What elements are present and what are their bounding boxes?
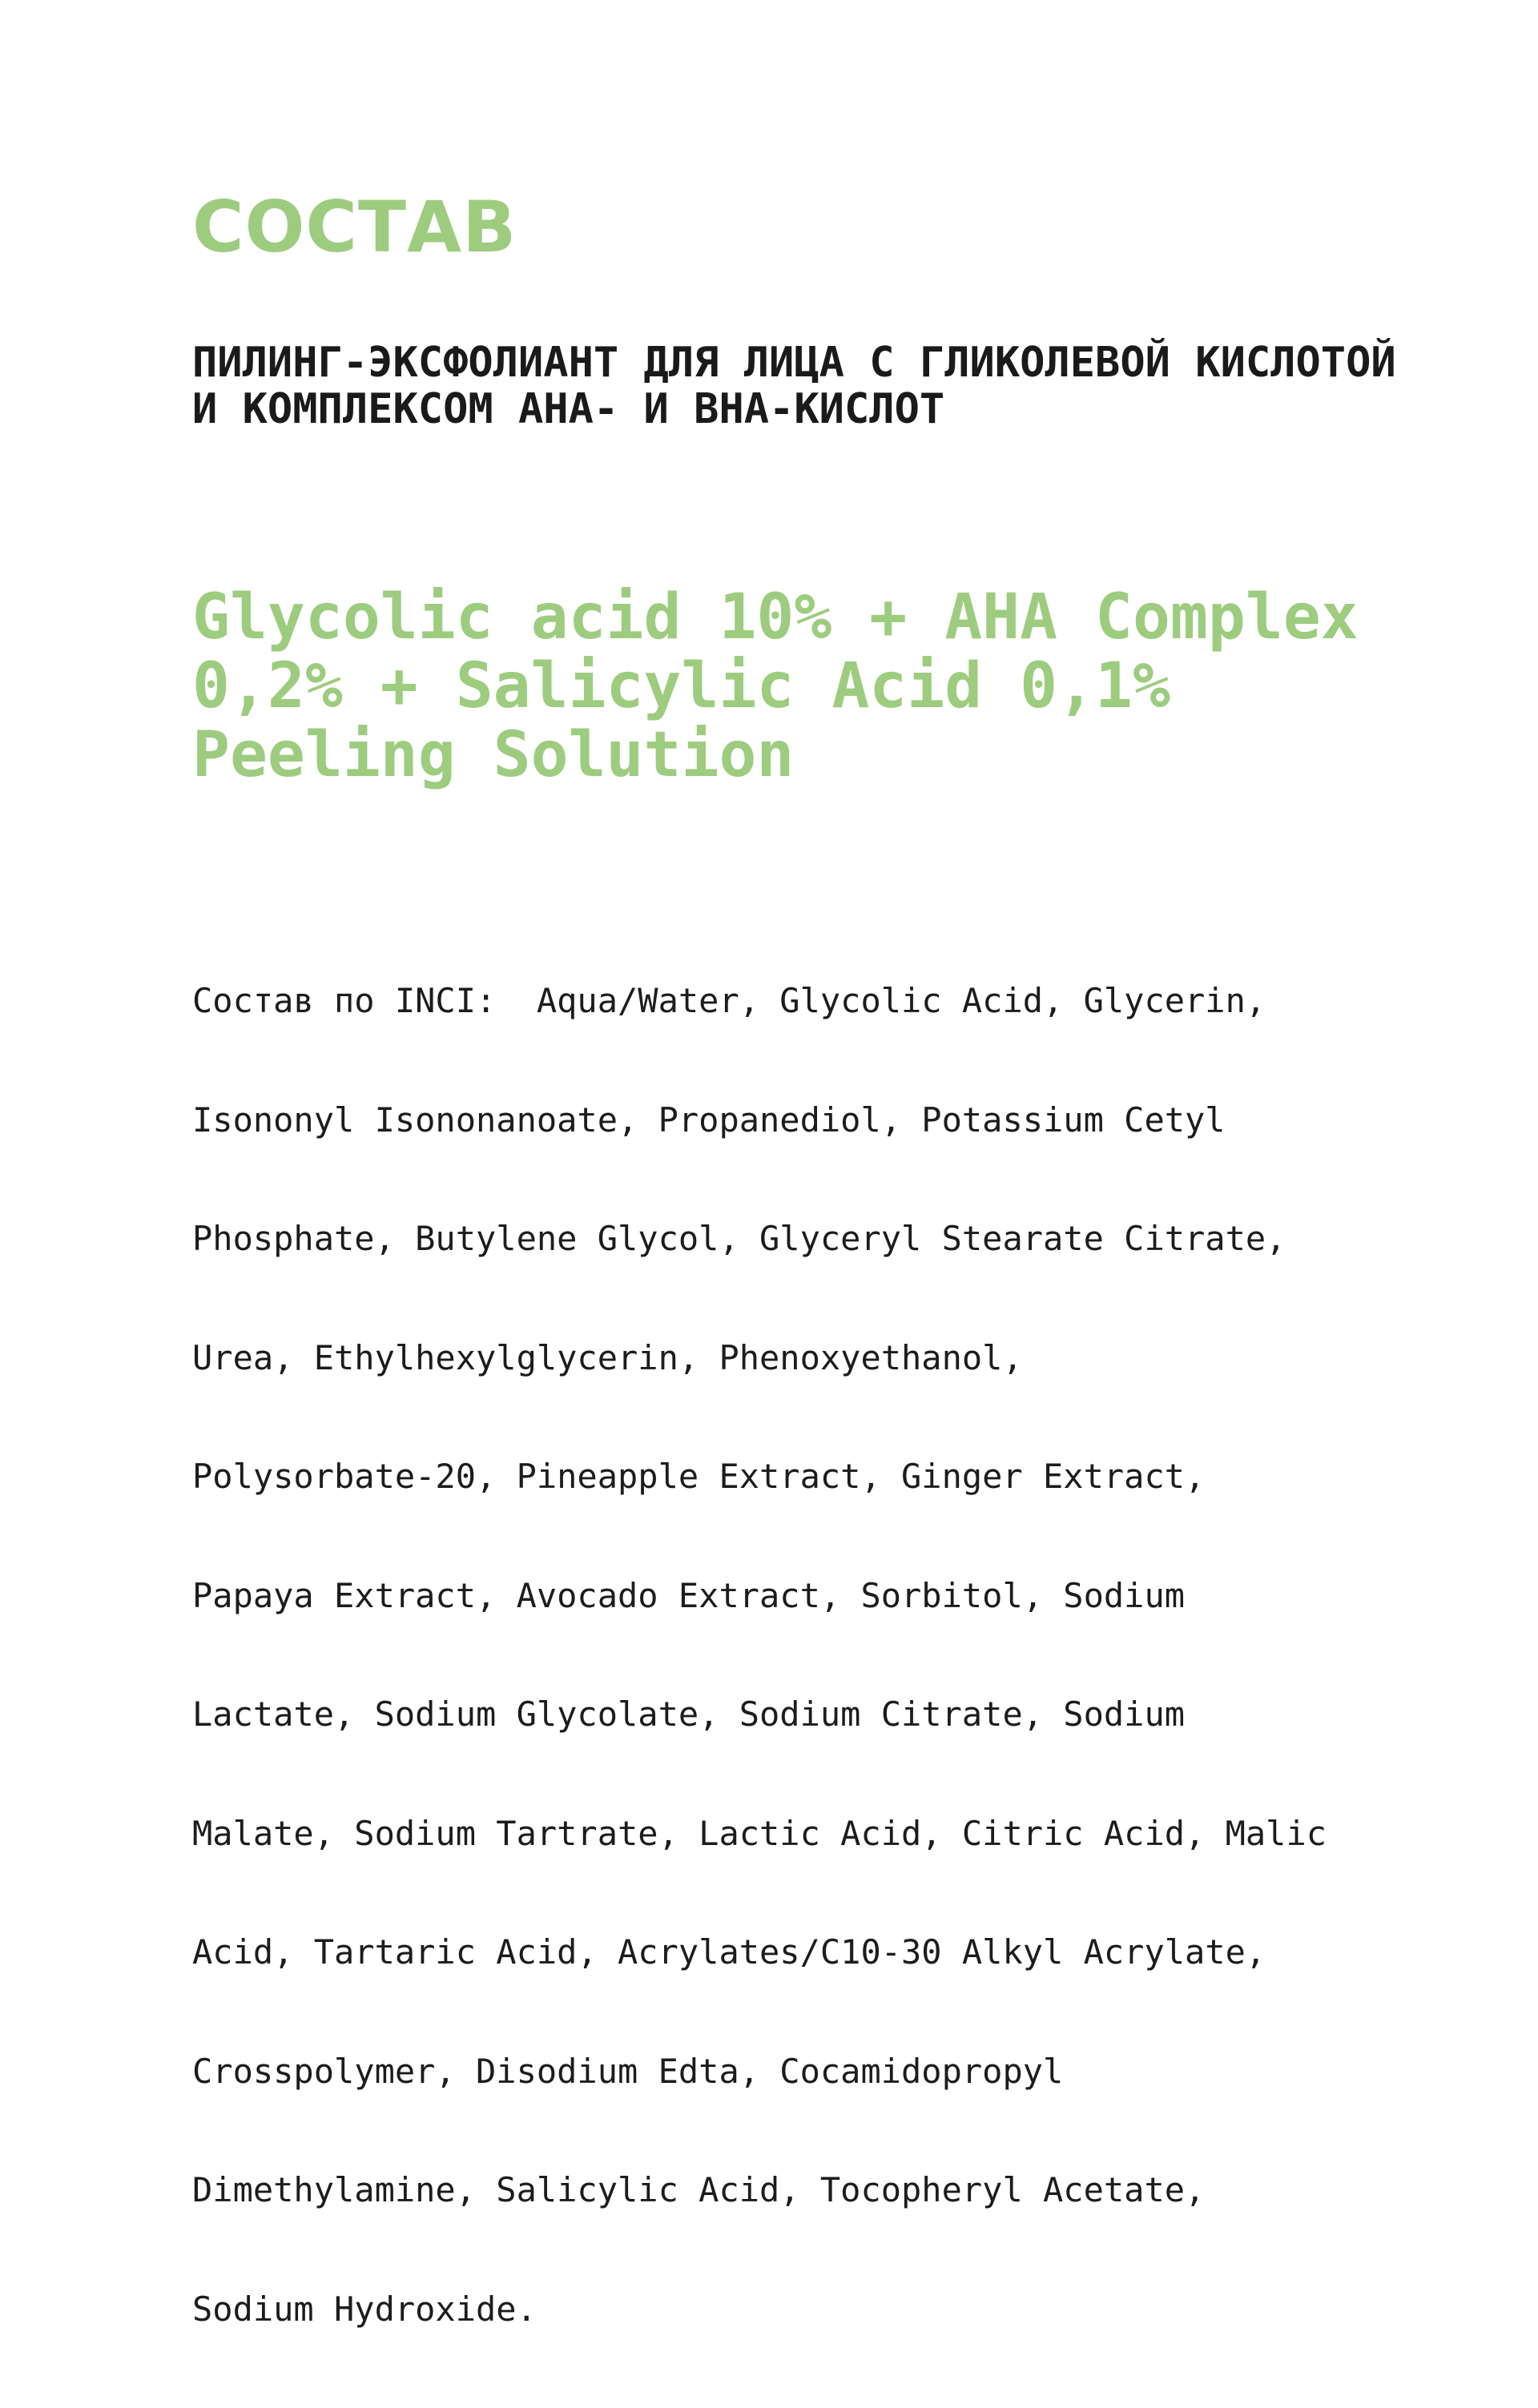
product-name [192, 340, 1396, 432]
product-name-line: И КОМПЛЕКСОМ АНА- И ВНА-КИСЛОТ [192, 385, 945, 433]
inci-line: Isononyl Isononanoate, Propanediol, Potassium Cetyl [192, 1099, 1226, 1140]
inci-line: Polysorbate-20, Pineapple Extract, Ginger Extract, [192, 1457, 1206, 1496]
inci-line: Lactate, Sodium Glycolate, Sodium Citrate, Sodium [192, 1694, 1186, 1734]
section-heading: СОСТАВ [192, 186, 517, 268]
formula-title [192, 583, 1359, 790]
inci-line: Sodium Hydroxide. [192, 2289, 537, 2329]
inci-line: Urea, Ethylhexylglycerin, Phenoxyethanol, [192, 1337, 1023, 1377]
inci-line: Dimethylamine, Salicylic Acid, Tocopheryl Acetate, [192, 2170, 1206, 2209]
inci-line: Malate, Sodium Tartrate, Lactic Acid, Citric Acid, Malic [192, 1813, 1327, 1853]
inci-line: Crosspolymer, Disodium Edta, Cocamidopropyl [192, 2051, 1064, 2091]
formula-title-line: 0,2% + Salicylic Acid 0,1% [192, 650, 1170, 722]
formula-title-line: Peeling Solution [192, 719, 795, 791]
inci-line: Papaya Extract, Avocado Extract, Sorbitol, Sodium [192, 1575, 1186, 1615]
formula-title-line: Glycolic acid 10% + AHA Complex [192, 581, 1359, 653]
inci-line: Acid, Tartaric Acid, Acrylates/C10-30 Alkyl Acrylate, [192, 1932, 1266, 1972]
inci-line: Phosphate, Butylene Glycol, Glyceryl Stearate Citrate, [192, 1219, 1286, 1258]
inci-ingredients-list [192, 902, 1327, 2408]
product-name-line: ПИЛИНГ-ЭКСФОЛИАНТ ДЛЯ ЛИЦА С ГЛИКОЛЕВОЙ КИСЛОТОЙ [192, 339, 1396, 387]
inci-line: Состав по INCI: Aqua/Water, Glycolic Acid, Glycerin, [192, 981, 1266, 1020]
